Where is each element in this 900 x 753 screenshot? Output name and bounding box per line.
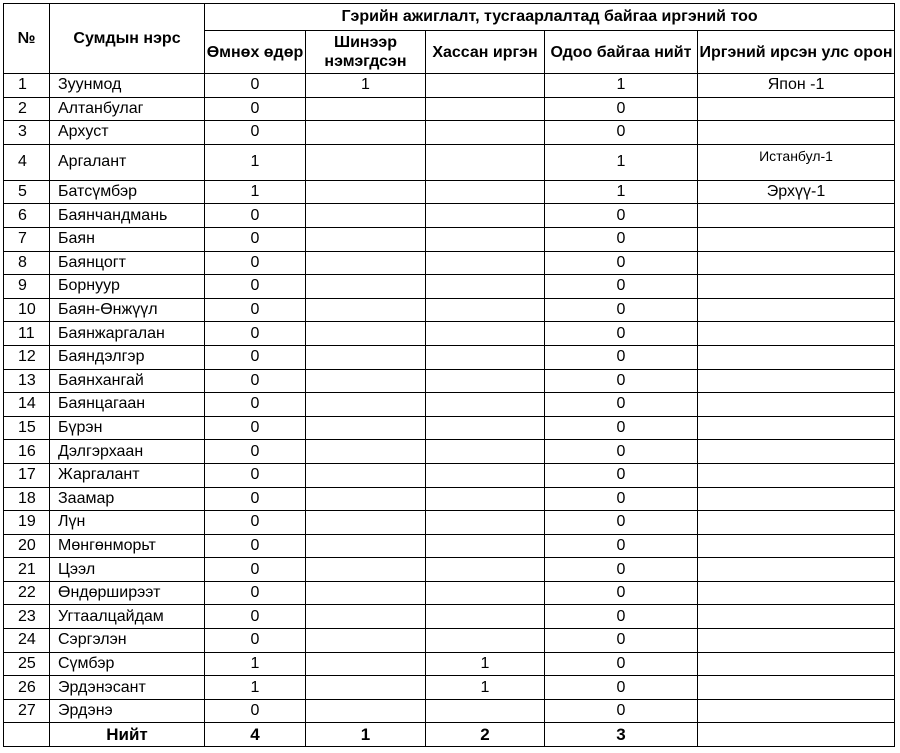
row-number: 26 — [4, 676, 50, 700]
previous-day: 1 — [205, 144, 306, 180]
row-number: 18 — [4, 487, 50, 511]
released — [426, 298, 545, 322]
current-total: 0 — [545, 322, 698, 346]
table-row — [4, 581, 895, 605]
table-row — [4, 511, 895, 535]
row-number: 12 — [4, 345, 50, 369]
released — [426, 487, 545, 511]
current-total: 0 — [545, 298, 698, 322]
soum-name: Баянчандмань — [50, 204, 205, 228]
current-total: 0 — [545, 251, 698, 275]
soum-name: Сэргэлэн — [50, 629, 205, 653]
newly-added — [306, 275, 426, 299]
header-origin-country: Иргэний ирсэн улс орон — [698, 31, 895, 74]
released — [426, 121, 545, 145]
newly-added — [306, 605, 426, 629]
current-total: 0 — [545, 275, 698, 299]
previous-day: 0 — [205, 440, 306, 464]
previous-day: 0 — [205, 204, 306, 228]
table-row — [4, 322, 895, 346]
previous-day: 0 — [205, 74, 306, 98]
table-row — [4, 676, 895, 700]
newly-added — [306, 699, 426, 723]
previous-day: 1 — [205, 676, 306, 700]
released — [426, 581, 545, 605]
newly-added — [306, 393, 426, 417]
previous-day: 0 — [205, 629, 306, 653]
table-row — [4, 275, 895, 299]
table-row — [4, 416, 895, 440]
newly-added — [306, 345, 426, 369]
released — [426, 369, 545, 393]
released — [426, 322, 545, 346]
origin-country — [698, 393, 895, 417]
newly-added — [306, 298, 426, 322]
row-number: 25 — [4, 652, 50, 676]
row-number: 21 — [4, 558, 50, 582]
current-total: 0 — [545, 369, 698, 393]
previous-day: 0 — [205, 369, 306, 393]
released — [426, 251, 545, 275]
row-number: 19 — [4, 511, 50, 535]
current-total: 0 — [545, 511, 698, 535]
previous-day: 0 — [205, 298, 306, 322]
previous-day: 0 — [205, 345, 306, 369]
soum-name: Баянцогт — [50, 251, 205, 275]
table-row — [4, 345, 895, 369]
origin-country — [698, 605, 895, 629]
released — [426, 393, 545, 417]
current-total: 0 — [545, 97, 698, 121]
header-current-total: Одоо байгаа нийт — [545, 31, 698, 74]
current-total: 1 — [545, 180, 698, 204]
newly-added — [306, 97, 426, 121]
row-number: 24 — [4, 629, 50, 653]
header-newly-added: Шинээр нэмэгдсэн — [306, 31, 426, 74]
header-previous-day: Өмнөх өдөр — [205, 31, 306, 74]
soum-name: Жаргалант — [50, 463, 205, 487]
origin-country — [698, 275, 895, 299]
soum-name: Борнуур — [50, 275, 205, 299]
newly-added — [306, 440, 426, 464]
soum-name: Мөнгөнморьт — [50, 534, 205, 558]
previous-day: 1 — [205, 652, 306, 676]
total-released: 2 — [426, 723, 545, 747]
origin-country — [698, 676, 895, 700]
previous-day: 0 — [205, 322, 306, 346]
current-total: 0 — [545, 487, 698, 511]
previous-day: 0 — [205, 511, 306, 535]
total-current: 3 — [545, 723, 698, 747]
total-row — [4, 723, 895, 747]
newly-added — [306, 581, 426, 605]
released — [426, 204, 545, 228]
soum-name: Өндөрширээт — [50, 581, 205, 605]
soum-name: Баянцагаан — [50, 393, 205, 417]
current-total: 0 — [545, 416, 698, 440]
released — [426, 144, 545, 180]
origin-country — [698, 416, 895, 440]
newly-added — [306, 558, 426, 582]
previous-day: 0 — [205, 463, 306, 487]
origin-country — [698, 463, 895, 487]
row-number: 8 — [4, 251, 50, 275]
row-number: 13 — [4, 369, 50, 393]
newly-added — [306, 204, 426, 228]
soum-name: Баян — [50, 227, 205, 251]
row-number: 11 — [4, 322, 50, 346]
released — [426, 227, 545, 251]
table-row — [4, 369, 895, 393]
soum-name: Лүн — [50, 511, 205, 535]
previous-day: 0 — [205, 121, 306, 145]
current-total: 1 — [545, 74, 698, 98]
origin-country — [698, 534, 895, 558]
soum-name: Эрдэнэсант — [50, 676, 205, 700]
table-row — [4, 227, 895, 251]
current-total: 0 — [545, 699, 698, 723]
previous-day: 0 — [205, 393, 306, 417]
row-number: 20 — [4, 534, 50, 558]
origin-country — [698, 652, 895, 676]
total-previous-day: 4 — [205, 723, 306, 747]
newly-added — [306, 227, 426, 251]
table-row — [4, 629, 895, 653]
table-row — [4, 487, 895, 511]
current-total: 0 — [545, 345, 698, 369]
header-released: Хассан иргэн — [426, 31, 545, 74]
current-total: 0 — [545, 204, 698, 228]
current-total: 0 — [545, 652, 698, 676]
newly-added — [306, 180, 426, 204]
table-row — [4, 699, 895, 723]
table-row — [4, 180, 895, 204]
origin-country — [698, 581, 895, 605]
released: 1 — [426, 652, 545, 676]
total-number — [4, 723, 50, 747]
soum-name: Баянжаргалан — [50, 322, 205, 346]
current-total: 0 — [545, 463, 698, 487]
soum-name: Бүрэн — [50, 416, 205, 440]
previous-day: 1 — [205, 180, 306, 204]
newly-added — [306, 534, 426, 558]
released — [426, 97, 545, 121]
current-total: 0 — [545, 227, 698, 251]
newly-added — [306, 676, 426, 700]
previous-day: 0 — [205, 275, 306, 299]
released — [426, 629, 545, 653]
table-row — [4, 204, 895, 228]
origin-country: Япон -1 — [698, 74, 895, 98]
soum-name: Баянхангай — [50, 369, 205, 393]
previous-day: 0 — [205, 581, 306, 605]
released — [426, 416, 545, 440]
released — [426, 699, 545, 723]
row-number: 27 — [4, 699, 50, 723]
current-total: 0 — [545, 581, 698, 605]
quarantine-table — [3, 3, 895, 747]
table-row — [4, 652, 895, 676]
total-label: Нийт — [50, 723, 205, 747]
origin-country — [698, 345, 895, 369]
origin-country: Эрхүү-1 — [698, 180, 895, 204]
origin-country — [698, 97, 895, 121]
previous-day: 0 — [205, 699, 306, 723]
released: 1 — [426, 676, 545, 700]
total-country — [698, 723, 895, 747]
origin-country — [698, 322, 895, 346]
released — [426, 74, 545, 98]
row-number: 10 — [4, 298, 50, 322]
previous-day: 0 — [205, 605, 306, 629]
table-row — [4, 558, 895, 582]
newly-added — [306, 369, 426, 393]
row-number: 4 — [4, 144, 50, 180]
soum-name: Алтанбулаг — [50, 97, 205, 121]
newly-added — [306, 251, 426, 275]
newly-added — [306, 629, 426, 653]
newly-added — [306, 652, 426, 676]
table-row — [4, 605, 895, 629]
soum-name: Цээл — [50, 558, 205, 582]
current-total: 1 — [545, 144, 698, 180]
header-soum-name: Сумдын нэрс — [50, 4, 205, 74]
origin-country — [698, 121, 895, 145]
table-row — [4, 298, 895, 322]
origin-country — [698, 511, 895, 535]
origin-country — [698, 251, 895, 275]
released — [426, 534, 545, 558]
row-number: 16 — [4, 440, 50, 464]
newly-added — [306, 121, 426, 145]
current-total: 0 — [545, 534, 698, 558]
origin-country — [698, 227, 895, 251]
released — [426, 275, 545, 299]
origin-country: Истанбул-1 — [698, 144, 895, 180]
current-total: 0 — [545, 605, 698, 629]
table-row — [4, 440, 895, 464]
origin-country — [698, 369, 895, 393]
row-number: 5 — [4, 180, 50, 204]
previous-day: 0 — [205, 251, 306, 275]
previous-day: 0 — [205, 558, 306, 582]
previous-day: 0 — [205, 97, 306, 121]
previous-day: 0 — [205, 416, 306, 440]
soum-name: Архуст — [50, 121, 205, 145]
header-number: № — [4, 4, 50, 74]
total-newly-added: 1 — [306, 723, 426, 747]
current-total: 0 — [545, 121, 698, 145]
released — [426, 511, 545, 535]
released — [426, 345, 545, 369]
origin-country — [698, 298, 895, 322]
soum-name: Дэлгэрхаан — [50, 440, 205, 464]
newly-added — [306, 463, 426, 487]
table-row — [4, 393, 895, 417]
row-number: 6 — [4, 204, 50, 228]
released — [426, 558, 545, 582]
header-group: Гэрийн ажиглалт, тусгаарлалтад байгаа иргэний тоо — [205, 4, 895, 31]
soum-name: Баяндэлгэр — [50, 345, 205, 369]
row-number: 17 — [4, 463, 50, 487]
newly-added: 1 — [306, 74, 426, 98]
origin-country — [698, 629, 895, 653]
current-total: 0 — [545, 558, 698, 582]
origin-country — [698, 487, 895, 511]
row-number: 7 — [4, 227, 50, 251]
current-total: 0 — [545, 393, 698, 417]
newly-added — [306, 144, 426, 180]
released — [426, 605, 545, 629]
newly-added — [306, 322, 426, 346]
table-row — [4, 463, 895, 487]
table-row — [4, 144, 895, 180]
soum-name: Заамар — [50, 487, 205, 511]
row-number: 23 — [4, 605, 50, 629]
origin-country — [698, 699, 895, 723]
previous-day: 0 — [205, 487, 306, 511]
table-body — [4, 74, 895, 723]
previous-day: 0 — [205, 227, 306, 251]
table-row — [4, 534, 895, 558]
row-number: 15 — [4, 416, 50, 440]
released — [426, 440, 545, 464]
row-number: 14 — [4, 393, 50, 417]
origin-country — [698, 204, 895, 228]
soum-name: Угтаалцайдам — [50, 605, 205, 629]
current-total: 0 — [545, 629, 698, 653]
newly-added — [306, 487, 426, 511]
soum-name: Батсүмбэр — [50, 180, 205, 204]
row-number: 3 — [4, 121, 50, 145]
soum-name: Зуунмод — [50, 74, 205, 98]
newly-added — [306, 511, 426, 535]
released — [426, 463, 545, 487]
soum-name: Аргалант — [50, 144, 205, 180]
origin-country — [698, 558, 895, 582]
table-row — [4, 121, 895, 145]
soum-name: Сүмбэр — [50, 652, 205, 676]
soum-name: Баян-Өнжүүл — [50, 298, 205, 322]
released — [426, 180, 545, 204]
table-row — [4, 74, 895, 98]
row-number: 2 — [4, 97, 50, 121]
row-number: 9 — [4, 275, 50, 299]
row-number: 22 — [4, 581, 50, 605]
previous-day: 0 — [205, 534, 306, 558]
current-total: 0 — [545, 440, 698, 464]
table-row — [4, 97, 895, 121]
origin-country — [698, 440, 895, 464]
table-row — [4, 251, 895, 275]
current-total: 0 — [545, 676, 698, 700]
row-number: 1 — [4, 74, 50, 98]
soum-name: Эрдэнэ — [50, 699, 205, 723]
newly-added — [306, 416, 426, 440]
